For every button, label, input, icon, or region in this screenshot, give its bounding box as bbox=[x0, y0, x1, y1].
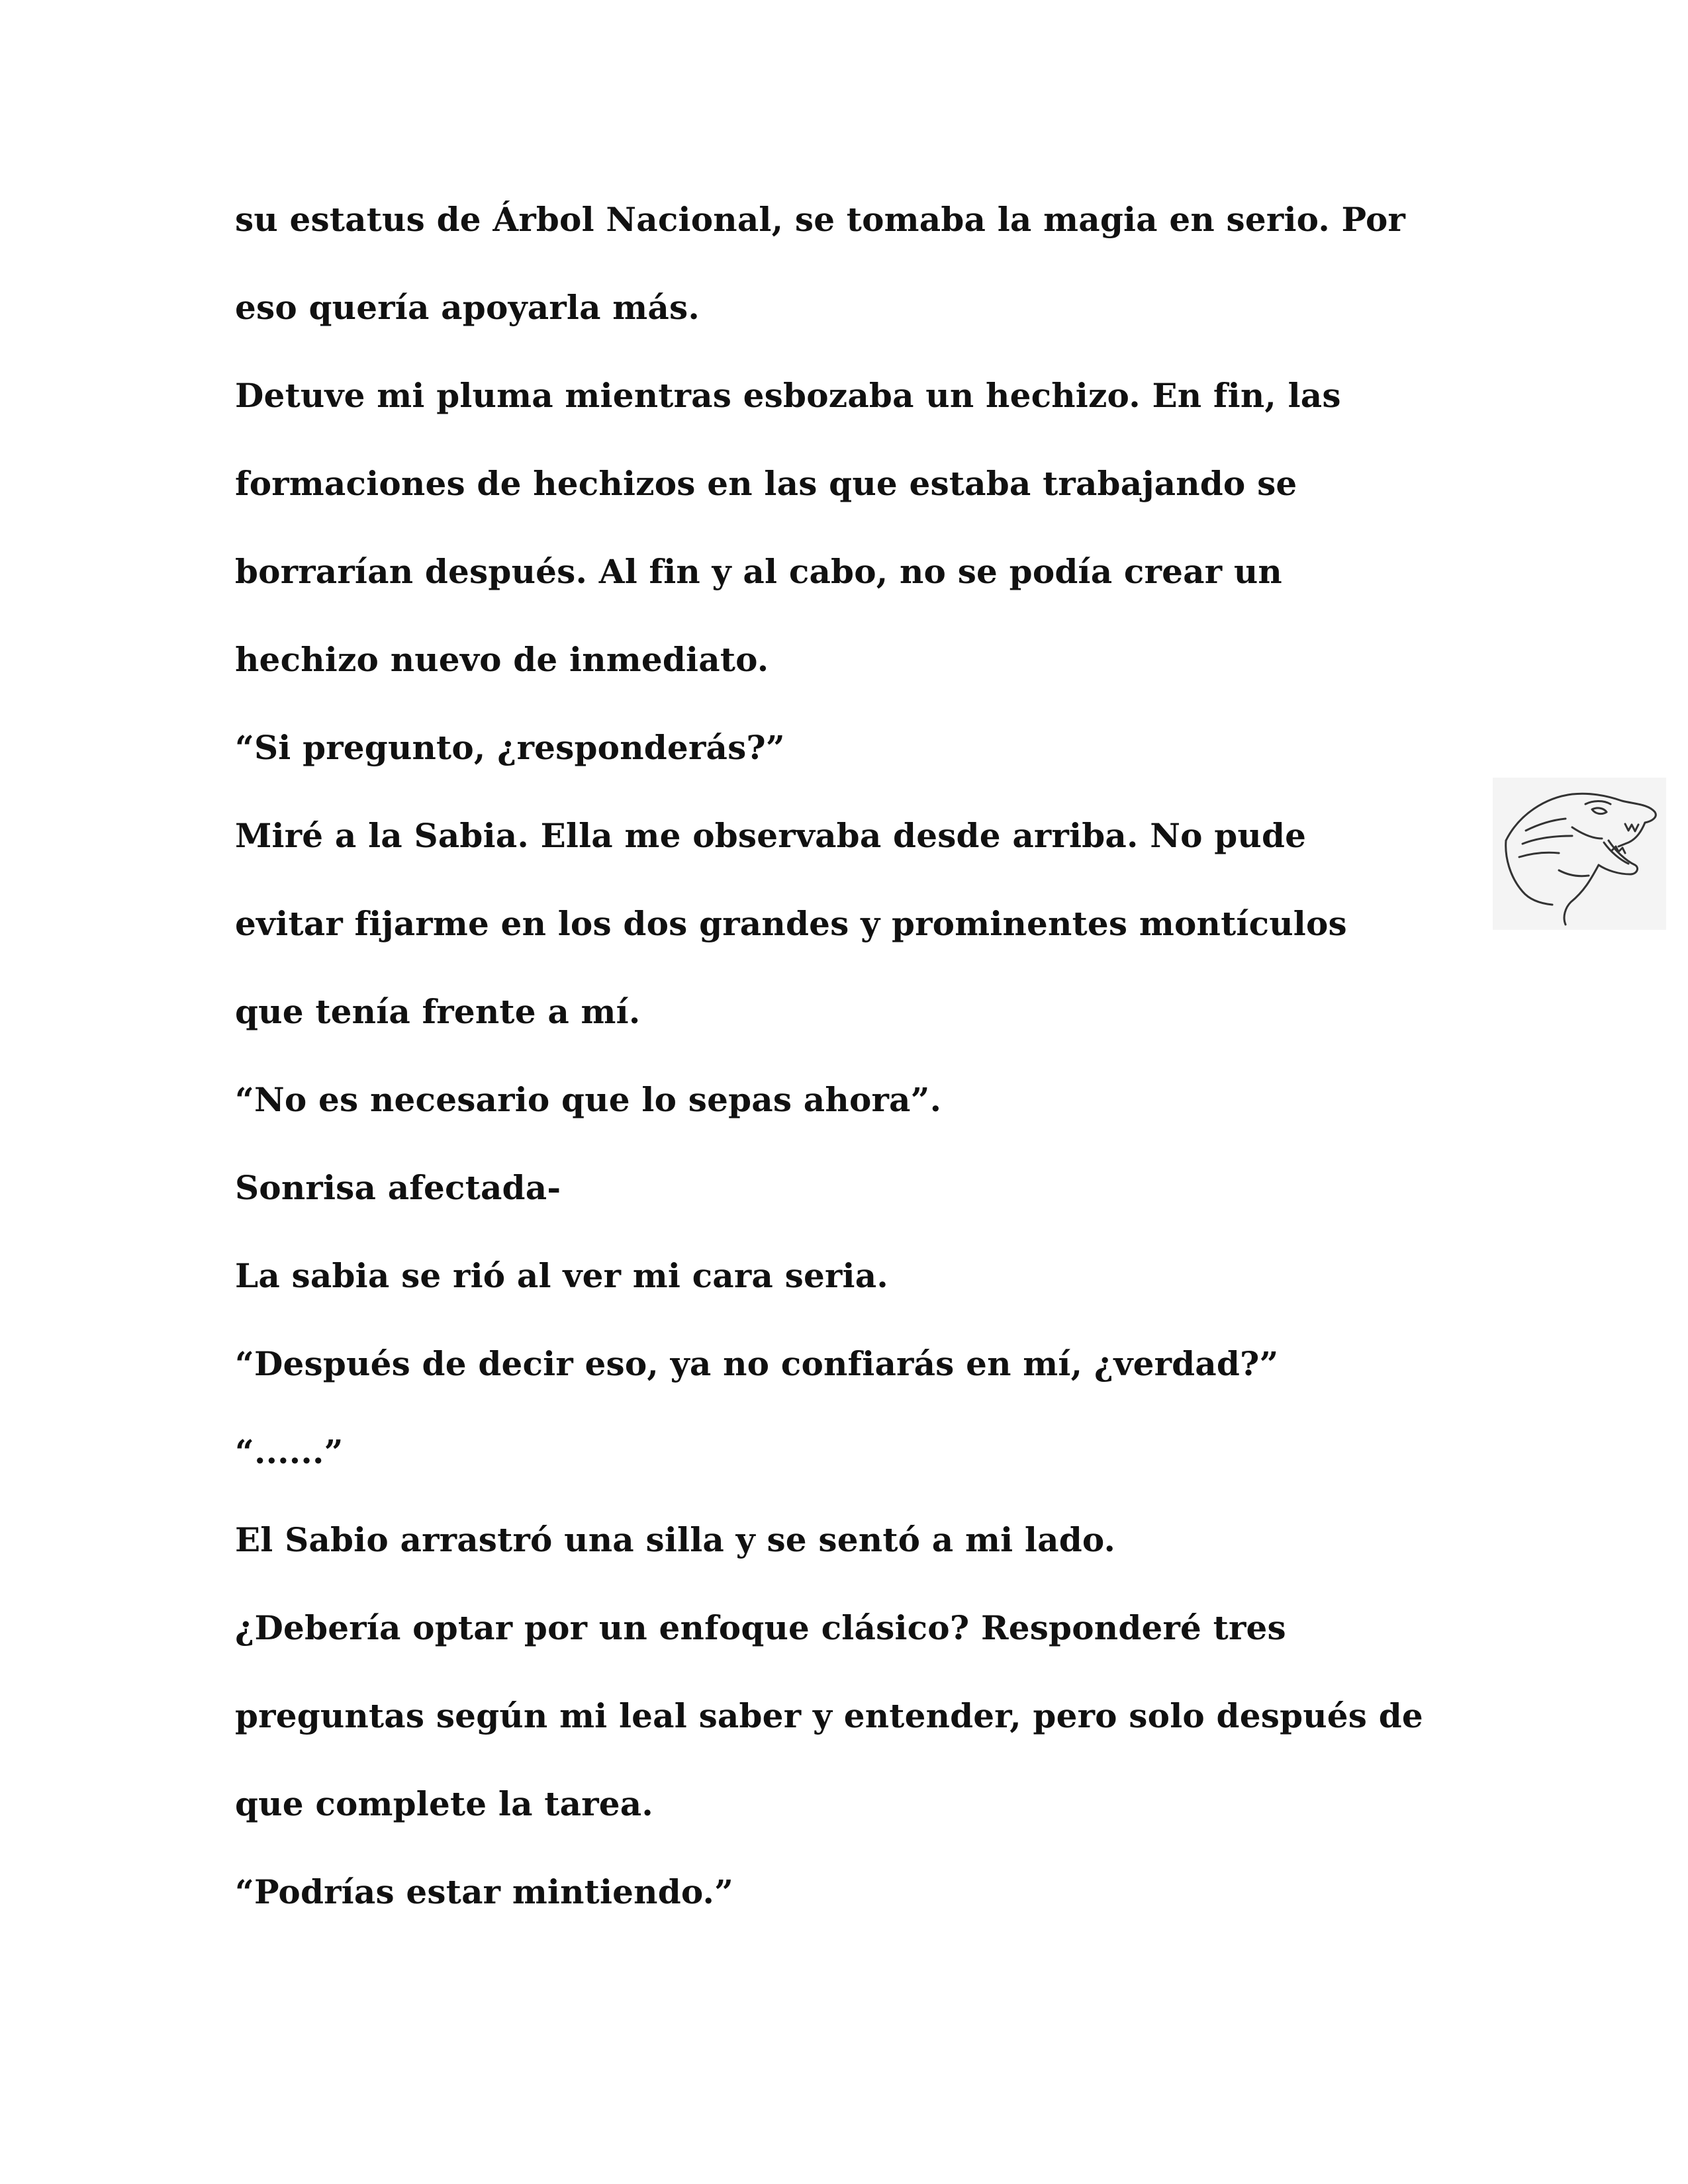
text-line: evitar fijarme en los dos grandes y prominentes montículos bbox=[235, 904, 1347, 943]
text-line: hechizo nuevo de inmediato. bbox=[235, 640, 769, 679]
text-line: El Sabio arrastró una silla y se sentó a mi lado. bbox=[235, 1520, 1116, 1559]
text-line: preguntas según mi leal saber y entender, pero solo después de bbox=[235, 1696, 1423, 1735]
text-line: La sabia se rió al ver mi cara seria. bbox=[235, 1256, 888, 1295]
text-line: formaciones de hechizos en las que estaba trabajando se bbox=[235, 464, 1297, 503]
text-line: que complete la tarea. bbox=[235, 1784, 653, 1823]
text-line: “Podrías estar mintiendo.” bbox=[235, 1872, 734, 1911]
text-line: Sonrisa afectada- bbox=[235, 1168, 561, 1207]
text-line: Detuve mi pluma mientras esbozaba un hechizo. En fin, las bbox=[235, 376, 1341, 415]
text-line: borrarían después. Al fin y al cabo, no se podía crear un bbox=[235, 552, 1282, 591]
text-line: que tenía frente a mí. bbox=[235, 992, 641, 1031]
body-text bbox=[235, 193, 1493, 1954]
text-line: “......” bbox=[235, 1432, 344, 1471]
dinosaur-head-sketch-icon bbox=[1493, 778, 1666, 930]
text-line: eso quería apoyarla más. bbox=[235, 288, 700, 327]
text-line: Miré a la Sabia. Ella me observaba desde arriba. No pude bbox=[235, 816, 1307, 855]
text-line: ¿Debería optar por un enfoque clásico? Responderé tres bbox=[235, 1608, 1286, 1647]
text-line: “Después de decir eso, ya no confiarás en mí, ¿verdad?” bbox=[235, 1344, 1279, 1383]
text-line: su estatus de Árbol Nacional, se tomaba la magia en serio. Por bbox=[235, 200, 1406, 239]
text-line: “No es necesario que lo sepas ahora”. bbox=[235, 1080, 942, 1119]
text-line: “Si pregunto, ¿responderás?” bbox=[235, 728, 785, 767]
